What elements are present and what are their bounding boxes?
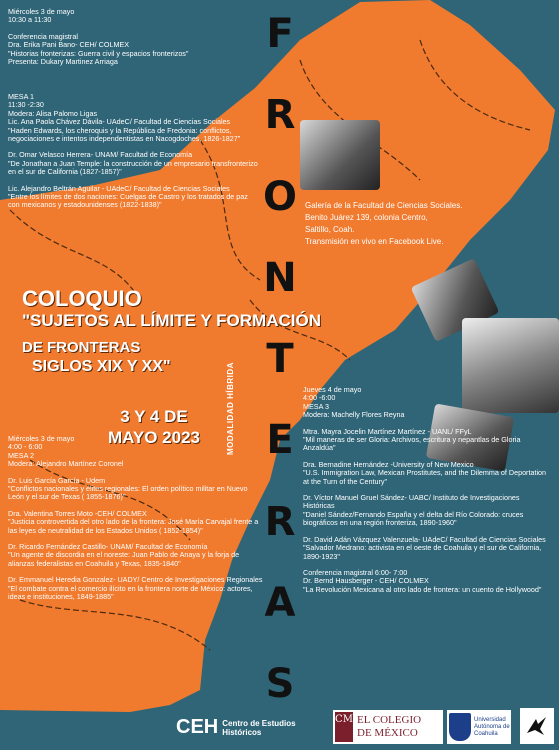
mesa-label: MESA 1 (8, 92, 34, 101)
title-letter: O (262, 173, 297, 220)
modalidad-label: MODALIDAD HÍBRIDA (226, 362, 235, 455)
talk-title: "Entre los límites de dos naciones: Cuelgas de Castro y los tratados de paz con mexicanos y estadounidenses (1822-1838)" (8, 192, 248, 210)
session1-block (8, 8, 253, 66)
uadec-line: Coahuila (474, 730, 498, 737)
talk-title: "Historias fronterizas: Guerra civil y espacios fronterizos" (8, 48, 189, 58)
venue-line: Transmisión en vivo en Facebook Live. (305, 237, 444, 246)
title-letter: A (264, 579, 296, 626)
uadec-line: Universidad (474, 716, 506, 723)
talk-title: "Mil maneras de ser Gloria: Archivos, escritura y nepantlas de Gloria Anzaldúa" (303, 435, 521, 453)
venue-line: Benito Juárez 139, colonia Centro, (305, 213, 428, 222)
bird-icon (524, 713, 550, 739)
mesa-label: MESA 2 (8, 450, 34, 460)
session-date: Miércoles 3 de mayo (8, 434, 75, 443)
venue-line: Saltillo, Coah. (305, 225, 355, 234)
mesa-label: MESA 3 (303, 401, 329, 411)
talk-title: "U.S. Immigration Law, Mexican Prostitutes, and the Dilemma of Deportation at the Turn of the Century" (303, 468, 547, 486)
ceh-logo (176, 716, 296, 739)
session-date: Miércoles 3 de mayo (8, 7, 75, 16)
colmex-line: DE MÉXICO (357, 727, 418, 739)
mesa2-block (8, 435, 263, 602)
bird-shape (527, 717, 546, 735)
speaker: Dra. Erika Pani Bano- CEH/ COLMEX (8, 40, 130, 50)
moderator: Modera: Alisa Palomo Ligas (8, 108, 98, 118)
colmex-line: EL COLEGIO (357, 714, 422, 726)
venue-block (305, 200, 520, 248)
ceh-logo-line: Históricos (222, 727, 262, 737)
ceh-logo-line: Centro de Estudios (222, 718, 296, 728)
talk-title: "Haden Edwards, los cheroquis y la República de Fredonia: conflictos, negociaciones e intentos independentistas en Nacogdoches, 1826-1827" (8, 125, 241, 144)
title-letter: E (266, 417, 294, 464)
speaker: Lic. Alejandro Beltrán Aguilar - UAdeC/ Facultad de Ciencias Sociales (8, 183, 230, 193)
speaker: Dr. Emmanuel Heredia Gonzalez- UADY/ Centro de Investigaciones Regionales (8, 575, 263, 585)
dates-line: 3 Y 4 DE (120, 407, 188, 426)
conference-label: Conferencia magistral 6:00- 7:00 (303, 567, 408, 577)
ceh-logo-mark: CEH (176, 716, 219, 738)
talk-title: "El combate contra el comercio ilícito en la frontera norte de México: actores, ideas e instituciones, 1849-1885" (8, 583, 253, 602)
speaker: Dra. Valentina Torres Moto -CEH/ COLMEX (8, 508, 147, 518)
mesa3-block (303, 386, 553, 594)
colmex-text (357, 714, 421, 740)
talk-title: "Justicia controvertida del otro lado de la frontera: José María Carvajal frente a las leyes de neutralidad de los Estados Unidos ( 1852-1854)" (8, 517, 259, 535)
talk-title: "Un agente de discordia en el noreste: Juan Pablo de Anaya y la forja de alianzas federalistas en Coahuila y Texas, 1835-1840" (8, 550, 240, 568)
title-letter: R (264, 498, 296, 545)
talk-title: "La Revolución Mexicana al otro lado de frontera: un cuento de Hollywood" (303, 584, 542, 594)
session-time: 10:30 a 11:30 (8, 15, 52, 25)
talk-title: "Daniel Sández/Fernando España y el delta del Río Colorado: cruces biográficos en una región fronteriza, 1890-1960" (303, 509, 524, 528)
session-time: 4:00 -6:00 (303, 393, 336, 403)
talk-title: "Salvador Medrano: activista en el oeste de Coahuila y el sur de California, 1890-1923" (303, 543, 542, 561)
dates-line: MAYO 2023 (108, 428, 200, 447)
speaker: Dr. Víctor Manuel Gruel Sández- UABC/ Instituto de Investigaciones Históricas (303, 493, 520, 511)
title-letter: T (266, 336, 294, 382)
title-letter: F (266, 11, 294, 57)
uadec-logo (447, 710, 511, 744)
uadec-text (474, 717, 510, 738)
bird-logo-icon (520, 708, 554, 744)
moderator: Modera: Alejandro Martínez Coronel (8, 459, 124, 469)
speaker: Dr. Ricardo Fernández Castillo- UNAM/ Facultad de Economía (8, 542, 208, 552)
title-line: DE FRONTERAS (22, 339, 141, 356)
speaker: Dr. Omar Velasco Herrera- UNAM/ Facultad de Economía (8, 150, 193, 160)
talk-title: "De Jonathan a Juan Temple: la construcción de un empresario transfronterizo en el sur de California (1827-1857)" (8, 158, 258, 177)
title-letter: S (265, 661, 295, 707)
speaker: Dra. Bernadine Hernández -University of New Mexico (303, 459, 474, 469)
portrait-photo (300, 120, 380, 190)
speaker: Dr. Luis García García - Udem (8, 475, 106, 485)
venue-line: Galería de la Facultad de Ciencias Sociales. (305, 201, 463, 210)
session-date: Jueves 4 de mayo (303, 385, 362, 394)
speaker: Dr. David Adán Vázquez Valenzuela- UAdeC/ Facultad de Ciencias Sociales (303, 534, 546, 544)
moderator: Modera: Machelly Flores Reyna (303, 410, 405, 420)
colmex-logo (333, 710, 443, 744)
title-line: COLOQUIO (22, 286, 142, 311)
speaker: Lic. Ana Paola Chávez Dávila- UAdeC/ Facultad de Ciencias Sociales (8, 117, 231, 127)
ceh-logo-text (222, 719, 295, 737)
title-line: "SUJETOS AL LÍMITE Y FORMACIÓN (22, 311, 321, 330)
talk-title: "Conflictos nacionales y élites regionales: El orden político militar en Nuevo León y el sur de Texas ( 1855-1876)" (8, 484, 248, 502)
coloquio-title (22, 287, 342, 376)
title-letter: N (263, 254, 297, 301)
conference-label: Conferencia magistral (8, 31, 78, 41)
shield-icon (449, 713, 471, 741)
presenter: Presenta: Dukary Martinez Arriaga (8, 57, 118, 67)
speaker: Dr. Bernd Hausberger - CEH/ COLMEX (303, 576, 429, 586)
uadec-line: Autónoma de (474, 723, 510, 730)
title-line: SIGLOS XIX Y XX" (32, 358, 171, 375)
speaker: Mtra. Mayra Jocelin Martínez Martínez - UANL/ FFyL (303, 426, 472, 436)
session-time: 4:00 - 6:00 (8, 442, 43, 452)
mesa1-block (8, 93, 258, 210)
title-letter: R (264, 92, 296, 139)
mesa-time: 11:30 -2:30 (8, 100, 44, 110)
colmex-monogram: CM (335, 712, 353, 742)
